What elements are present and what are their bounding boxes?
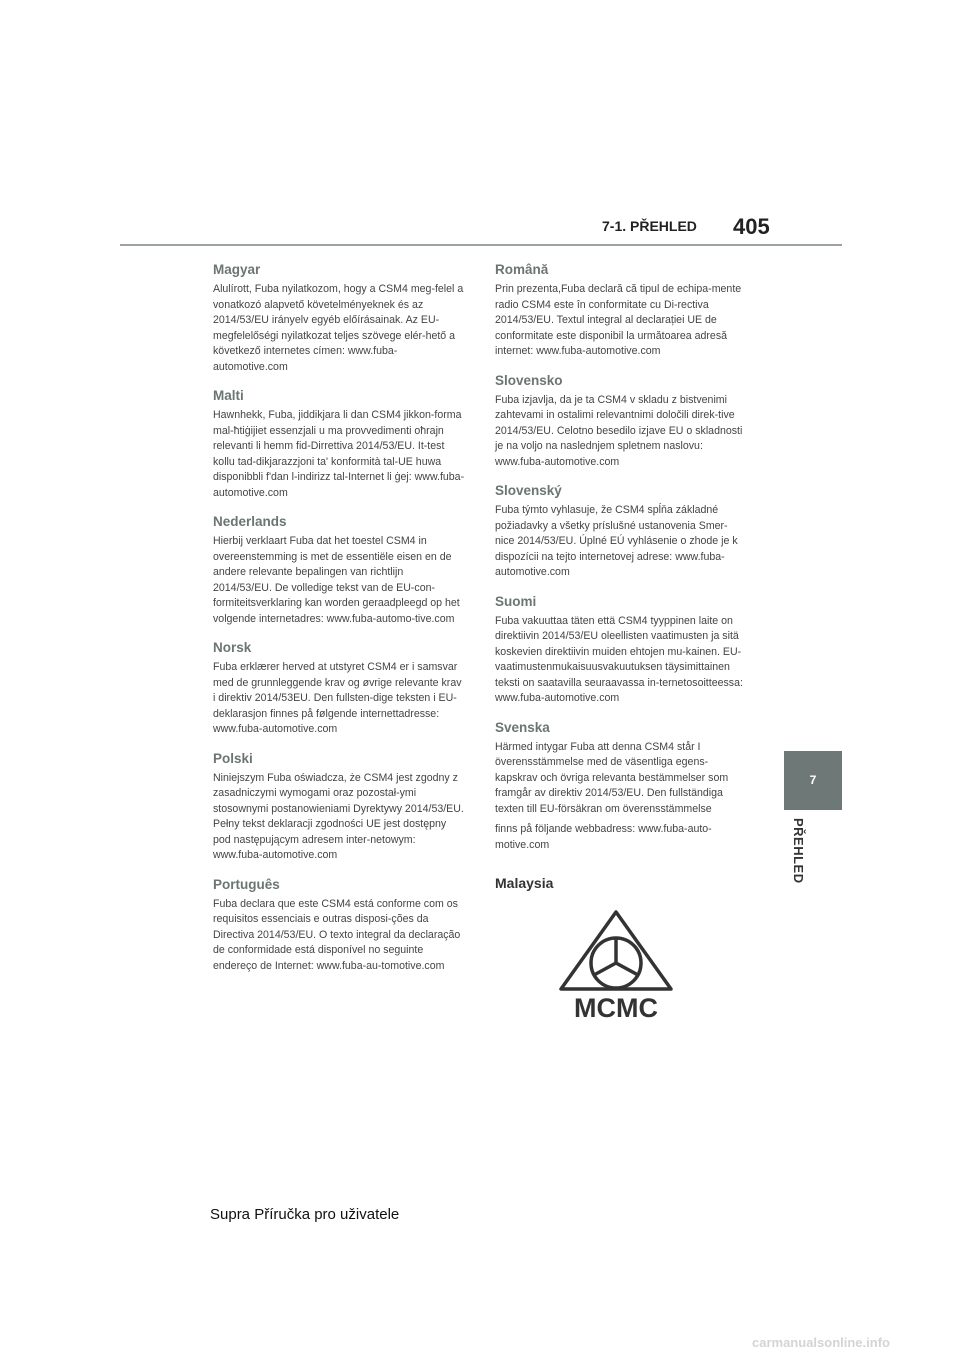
- logo-lettering: MCMC: [574, 993, 658, 1021]
- watermark: carmanualsonline.info: [752, 1335, 890, 1350]
- section-polski: [213, 751, 465, 864]
- section-paragraph: finns på följande webbadress: www.fuba-auto-motive.com: [495, 823, 712, 851]
- header-divider: [120, 244, 842, 246]
- section-svenska: [495, 720, 747, 854]
- section-paragraph: Fuba declara que este CSM4 está conforme com os requisitos essenciais e outras disposi-ções da Directiva 2014/53/EU. O texto integral da declaração de conformidade está disponível no seguinte endereço de Internet: www.fuba-au-tomotive.com: [213, 897, 461, 972]
- chapter-tab: [784, 751, 842, 810]
- section-slovensky: [495, 483, 747, 581]
- malaysia-heading: Malaysia: [495, 875, 554, 891]
- section-paragraph: Fuba erklærer herved at utstyret CSM4 er i samsvar med de grunnleggende krav og øvrige relevante krav i direktiv 2014/53EU. Den fullsten-dige teksten i EU-deklarasjon finnes på følgende internettadresse: www.fuba-automotive.com: [213, 661, 462, 735]
- section-paragraph: Niniejszym Fuba oświadcza, że CSM4 jest zgodny z zasadniczymi wymogami oraz pozostał-ymi stosownymi postanowieniami Dyrektywy 2014/53/EU. Pełny tekst deklaracji zgodności UE jest dostępny pod następującym adresem inter-netowym: www.fuba-automotive.com: [213, 771, 464, 861]
- mcmc-logo: [495, 909, 747, 1026]
- section-magyar: [213, 262, 465, 375]
- right-column: [495, 262, 747, 1026]
- section-heading: Suomi: [495, 593, 537, 609]
- section-heading: Română: [495, 262, 549, 277]
- chapter-number: 7: [809, 773, 817, 787]
- section-heading: Polski: [213, 750, 253, 766]
- section-title: 7-1. PŘEHLED: [602, 218, 697, 234]
- left-column: [213, 262, 465, 987]
- section-nederlands: [213, 514, 465, 627]
- section-paragraph: Fuba vakuuttaa täten että CSM4 tyyppinen laite on direktiivin 2014/53/EU oleellisten vaatimusten ja sitä koskevien direktiivin muiden ehtojen mu-kainen. EU-vaatimustenmukaisuusvakuutuksen täysimittainen teksti on saatavilla seuraavassa in-ternetosoitteessa: www.fuba-automotive.com: [495, 614, 743, 704]
- section-slovensko: [495, 373, 747, 471]
- section-heading: Malti: [213, 388, 244, 403]
- section-paragraph: Prin prezenta,Fuba declară că tipul de echipa-mente radio CSM4 este în conformitate cu Di-rectiva 2014/53/EU. Textul integral al declarației UE de conformitate este disponibil la următoarea adresă internet: www.fuba-automotive.com: [495, 283, 742, 357]
- section-romana: [495, 262, 747, 360]
- section-paragraph: Härmed intygar Fuba att denna CSM4 står I överensstämmelse med de väsentliga egens-kapskrav och övriga relevanta bestämmelser som framgår av direktiv 2014/53/EU. Den fullständiga texten till EU-försäkran om överensstämmelse: [495, 740, 729, 815]
- section-heading: Magyar: [213, 262, 261, 277]
- section-paragraph: Hierbij verklaart Fuba dat het toestel CSM4 in overeenstemming is met de essentiële eisen en de andere relevante bepalingen van richtlijn 2014/53/EU. De volledige tekst van de EU-con-formiteitsverklaring kan worden geraadpleegd op het volgende internetadres: www.fuba-automo-tive.com: [213, 535, 460, 625]
- section-heading: Slovenský: [495, 483, 562, 498]
- section-paragraph: Fuba izjavlja, da je ta CSM4 v skladu z bistvenimi zahtevami in ostalimi relevantnimi določili direk-tive 2014/53/EU. Celotno besedilo izjave EU o skladnosti je na voljo na naslednjem spletnem naslovu: www.fuba-automotive.com: [495, 393, 743, 468]
- section-malti: [213, 388, 465, 501]
- page-number: 405: [733, 214, 770, 239]
- footer-text: Supra Příručka pro uživatele: [210, 1206, 400, 1223]
- section-heading: Svenska: [495, 719, 550, 735]
- section-portugues: [213, 877, 465, 975]
- mcmc-logo-icon: [551, 909, 681, 1021]
- section-paragraph: Fuba týmto vyhlasuje, že CSM4 spĺňa základné požiadavky a všetky príslušné ustanovenia Smer-nice 2014/53/EU. Úplné EÚ vyhlásenie o zhode je k dispozícii na tejto internetovej adrese: www.fuba-automotive.com: [495, 504, 738, 578]
- section-heading: Português: [213, 876, 280, 892]
- section-paragraph: Alulírott, Fuba nyilatkozom, hogy a CSM4 meg-felel a vonatkozó alapvető követelményeknek és az 2014/53/EU irányelv egyéb előírásainak. Az EU-megfelelőségi nyilatkozat teljes szövege elér-hető a következő internetes címen: www.fuba-automotive.com: [213, 283, 464, 373]
- section-heading: Norsk: [213, 640, 252, 655]
- section-norsk: [213, 640, 465, 738]
- section-heading: Nederlands: [213, 514, 287, 529]
- section-paragraph: Hawnhekk, Fuba, jiddikjara li dan CSM4 jikkon-forma mal-ħtiġijiet essenzjali u ma provvedimenti oħrajn relevanti li hemm fid-Dirrettiva 2014/53/EU. It-test kollu tad-dikjarazzjoni ta' konformità tal-UE huwa disponibbli f'dan l-indirizz tal-Internet li ġej: www.fuba-automotive.com: [213, 409, 465, 499]
- chapter-label: PŘEHLED: [791, 818, 806, 884]
- section-suomi: [495, 594, 747, 707]
- section-heading: Slovensko: [495, 372, 563, 388]
